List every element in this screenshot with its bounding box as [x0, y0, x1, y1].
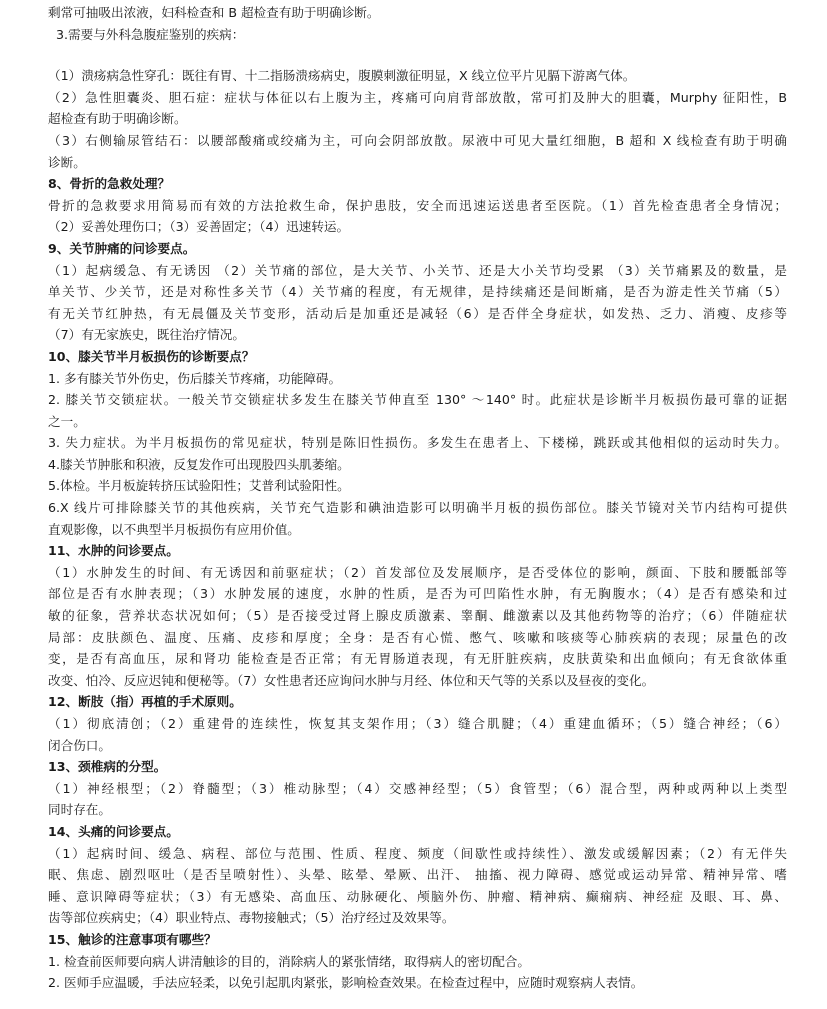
section-heading: 12、断肢（指）再植的手术原则。	[48, 694, 242, 710]
text-line: 同时存在。	[48, 802, 111, 818]
text-line: （1）神经根型；（2）脊髓型；（3）椎动脉型；（4）交感神经型；（5）食管型；（6）混合型，两种或两种以上类型	[48, 780, 787, 796]
text-line: 2. 膝关节交锁症状。一般关节交锁症状多发生在膝关节伸直至 130° ～140° 时。此症状是诊断半月板损伤最可靠的证据	[48, 392, 787, 408]
text-line: 6.X 线片可排除膝关节的其他疾病，关节充气造影和碘油造影可以明确半月板的损伤部位。膝关节镜对关节内结构可提供	[48, 500, 787, 516]
text-line: 变，是否有高血压，尿和肾功 能检查是否正常；有无胃肠道表现，有无肝脏疾病，皮肤黄染和出血倾向；有无食欲体重	[48, 651, 787, 667]
text-line: （1）溃疡病急性穿孔：既往有胃、十二指肠溃疡病史，腹膜刺激征明显，X 线立位平片见膈下游离气体。	[48, 68, 636, 84]
text-line: 诊断。	[48, 154, 86, 170]
text-line: 1. 多有膝关节外伤史，伤后膝关节疼痛，功能障碍。	[48, 370, 342, 386]
text-line: 5.体检。半月板旋转挤压试验阳性；艾普利试验阳性。	[48, 478, 350, 494]
text-line: 闭合伤口。	[48, 737, 111, 753]
section-heading: 13、颈椎病的分型。	[48, 759, 167, 775]
text-line: 1. 检查前医师要向病人讲清触诊的目的，消除病人的紧张情绪，取得病人的密切配合。	[48, 953, 530, 969]
text-line: 齿等部位疾病史；（4）职业特点、毒物接触式；（5）治疗经过及效果等。	[48, 910, 455, 926]
text-line: 直观影像，以不典型半月板损伤有应用价值。	[48, 521, 300, 537]
section-heading: 11、水肿的问诊要点。	[48, 543, 179, 559]
text-line: 眠、焦虑、剧烈呕吐（是否呈喷射性）、头晕、眩晕、晕厥、出汗、 抽搐、视力障碍、感觉或运动异常、精神异常、嗜	[48, 867, 787, 883]
section-heading: 10、膝关节半月板损伤的诊断要点？	[48, 348, 255, 364]
text-line: 局部：皮肤颜色、温度、压痛、皮疹和厚度；全身：是否有心慌、憋气、咳嗽和咳痰等心肺疾病的表现；尿量色的改	[48, 629, 787, 645]
text-line: （7）有无家族史，既往治疗情况。	[48, 327, 245, 343]
section-heading: 8、骨折的急救处理？	[48, 176, 171, 192]
text-line: （1）起病缓急、有无诱因 （2）关节痛的部位，是大关节、小关节、还是大小关节均受累 （3）关节痛累及的数量，是	[48, 262, 787, 278]
text-line: 有无关节红肿热，有无晨僵及关节变形，活动后是加重还是减轻（6）是否伴全身症状，如发热、乏力、消瘦、皮疹等	[48, 305, 787, 321]
section-heading: 14、头痛的问诊要点。	[48, 823, 179, 839]
text-line: 敏的征象，营养状态状况如何；（5）是否接受过肾上腺皮质激素、睾酮、雌激素以及其他药物等的治疗；（6）伴随症状	[48, 608, 787, 624]
text-line: 部位是否有水肿表现；（3）水肿发展的速度，水肿的性质，是否为可凹陷性水肿，有无胸腹水；（4）是否有感染和过	[48, 586, 787, 602]
text-line: 超检查有助于明确诊断。	[48, 111, 187, 127]
text-line: （1）起病时间、缓急、病程、部位与范围、性质、程度、频度（间歇性或持续性）、激发或缓解因素；（2）有无伴失	[48, 845, 787, 861]
text-line: （2）急性胆囊炎、胆石症：症状与体征以右上腹为主，疼痛可向肩背部放散，常可扪及肿大的胆囊，Murphy 征阳性，B	[48, 89, 787, 105]
text-line: 之一。	[48, 413, 86, 429]
text-line: 2. 医师手应温暖，手法应轻柔，以免引起肌肉紧张，影响检查效果。在检查过程中，应随时观察病人表情。	[48, 975, 644, 991]
text-line: （3）右侧输尿管结石：以腰部酸痛或绞痛为主，可向会阴部放散。尿液中可见大量红细胞，B 超和 X 线检查有助于明确	[48, 132, 787, 148]
text-line: 单关节、少关节，还是对称性多关节（4）关节痛的程度，有无规律，是持续痛还是间断痛，是否为游走性关节痛（5）	[48, 284, 787, 300]
blank-gap	[48, 45, 787, 65]
text-line: 剩常可抽吸出浓液，妇科检查和 B 超检查有助于明确诊断。	[48, 5, 380, 20]
text-line: 骨折的急救要求用简易而有效的方法抢救生命，保护患肢，安全而迅速运送患者至医院。（1）首先检查患者全身情况；	[48, 197, 787, 213]
text-line: 3. 失力症状。为半月板损伤的常见症状，特别是陈旧性损伤。多发生在患者上、下楼梯，跳跃或其他相似的运动时失力。	[48, 435, 787, 451]
section-heading: 15、触诊的注意事项有哪些？	[48, 931, 217, 947]
text-line: 睡、意识障碍等症状；（3）有无感染、高血压、动脉硬化、颅脑外伤、肿瘤、精神病、癫痫病、神经症 及眼、耳、鼻、	[48, 888, 787, 904]
text-line: （1）彻底清创；（2）重建骨的连续性，恢复其支架作用；（3）缝合肌腱；（4）重建血循环；（5）缝合神经；（6）	[48, 716, 787, 731]
subheading-line: 3.需要与外科急腹症鉴别的疾病：	[56, 26, 245, 42]
section-heading: 9、关节肿痛的问诊要点。	[48, 240, 196, 256]
text-line: （1）水肿发生的时间、有无诱因和前驱症状；（2）首发部位及发展顺序，是否受体位的影响，颜面、下肢和腰骶部等	[48, 564, 787, 580]
text-line: 4.膝关节肿胀和积液，反复发作可出现股四头肌萎缩。	[48, 456, 350, 472]
text-line: （2）妥善处理伤口；（3）妥善固定；（4）迅速转运。	[48, 219, 350, 235]
text-line: 改变、怕冷、反应迟钝和便秘等。（7）女性患者还应询问水肿与月经、体位和天气等的关系以及昼夜的变化。	[48, 672, 655, 688]
